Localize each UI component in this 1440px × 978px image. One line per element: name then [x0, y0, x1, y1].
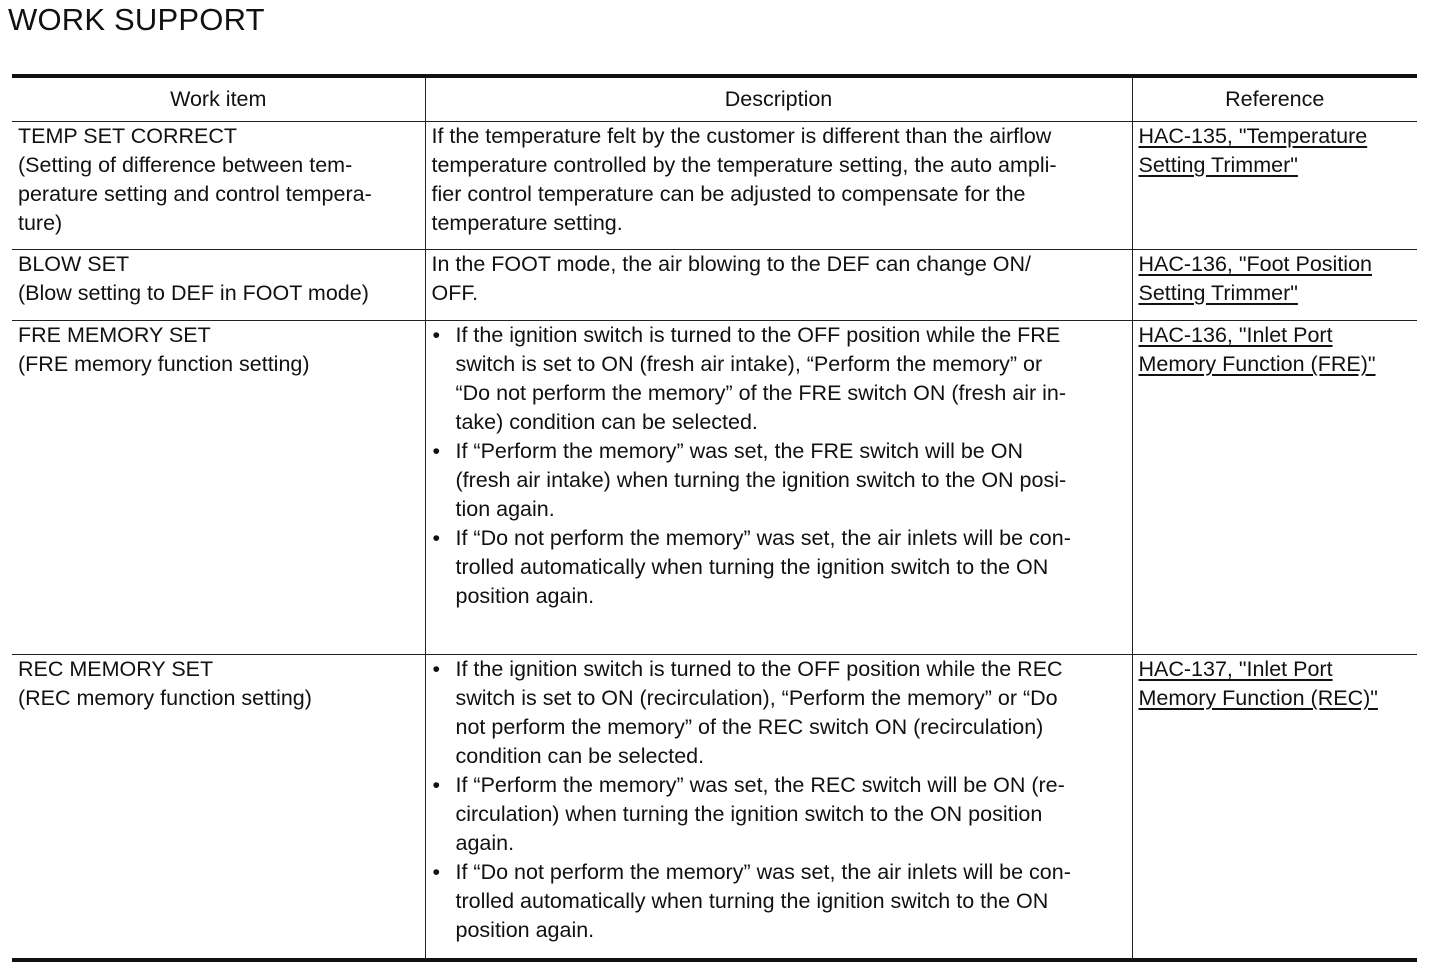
page-title: WORK SUPPORT: [8, 2, 265, 37]
reference-link-inlet-port-memory-rec[interactable]: [1139, 655, 1412, 713]
bullet-text: circulation) when turning the ignition switch to the ON position: [455, 802, 1043, 826]
description-text: temperature controlled by the temperature setting, the auto ampli-: [431, 153, 1057, 177]
reference-link-temperature-setting-trimmer[interactable]: [1139, 122, 1412, 180]
bullet-text: • If “Do not perform the memory” was set, the air inlets will be con-: [455, 860, 1071, 884]
bullet-text: • If “Do not perform the memory” was set, the air inlets will be con-: [455, 526, 1071, 550]
bullet-text: switch is set to ON (fresh air intake), “Perform the memory” or: [455, 352, 1043, 376]
bullet-text: position again.: [455, 584, 595, 608]
description-cell: [425, 250, 1132, 321]
table-header-row: [12, 76, 1417, 122]
description-text: temperature setting.: [431, 211, 623, 235]
bullet-list: [432, 321, 1126, 611]
header-work-item: Work item: [12, 76, 425, 122]
header-description: Description: [425, 76, 1132, 122]
work-item-cell: [12, 655, 425, 961]
bullet-text: condition can be selected.: [455, 744, 705, 768]
reference-link-text: HAC-136, "Foot Position: [1138, 252, 1372, 276]
bullet-item: [432, 858, 1126, 945]
reference-link-text: Setting Trimmer": [1138, 281, 1298, 305]
work-item-detail: ture): [18, 211, 63, 235]
reference-link-text: Memory Function (REC)": [1138, 686, 1378, 710]
work-item-name: FRE MEMORY SET: [18, 323, 211, 347]
description-text: OFF.: [431, 281, 479, 305]
table-row: [12, 655, 1417, 961]
work-item-cell: [12, 122, 425, 250]
reference-link-text: HAC-136, "Inlet Port: [1138, 323, 1333, 347]
table-row: [12, 321, 1417, 655]
bullet-text: not perform the memory” of the REC switch ON (recirculation): [455, 715, 1044, 739]
bullet-item: [432, 771, 1126, 858]
work-item-detail: (FRE memory function setting): [18, 352, 310, 376]
bullet-text: position again.: [455, 918, 595, 942]
work-item-name: TEMP SET CORRECT: [18, 124, 238, 148]
reference-link-text: HAC-135, "Temperature: [1138, 124, 1368, 148]
description-cell: [425, 655, 1132, 961]
bullet-text: switch is set to ON (recirculation), “Perform the memory” or “Do: [455, 686, 1058, 710]
reference-cell: [1132, 250, 1417, 321]
bullet-list: [432, 655, 1126, 945]
reference-cell: [1132, 321, 1417, 655]
work-item-name: REC MEMORY SET: [18, 657, 214, 681]
bullet-text: • If the ignition switch is turned to the OFF position while the FRE: [455, 323, 1061, 347]
bullet-text: take) condition can be selected.: [455, 410, 758, 434]
work-item-detail: (REC memory function setting): [18, 686, 312, 710]
description-cell: [425, 122, 1132, 250]
reference-link-inlet-port-memory-fre[interactable]: [1139, 321, 1412, 379]
bullet-item: [432, 655, 1126, 771]
bullet-item: [432, 321, 1126, 437]
bullet-text: • If “Perform the memory” was set, the REC switch will be ON (re-: [455, 773, 1065, 797]
reference-cell: [1132, 655, 1417, 961]
description-text: fier control temperature can be adjusted to compensate for the: [431, 182, 1026, 206]
bullet-text: (fresh air intake) when turning the ignition switch to the ON posi-: [455, 468, 1067, 492]
header-reference: Reference: [1132, 76, 1417, 122]
bullet-text: again.: [455, 831, 515, 855]
reference-link-text: Memory Function (FRE)": [1138, 352, 1376, 376]
reference-link-foot-position-setting-trimmer[interactable]: [1139, 250, 1412, 308]
work-item-detail: (Setting of difference between tem-: [18, 153, 353, 177]
table-row: [12, 250, 1417, 321]
reference-cell: [1132, 122, 1417, 250]
bullet-text: trolled automatically when turning the ignition switch to the ON: [455, 889, 1049, 913]
work-item-detail: perature setting and control tempera-: [18, 182, 372, 206]
work-item-detail: (Blow setting to DEF in FOOT mode): [18, 281, 369, 305]
bullet-item: [432, 524, 1126, 611]
description-text: In the FOOT mode, the air blowing to the DEF can change ON/: [431, 252, 1032, 276]
bullet-text: trolled automatically when turning the ignition switch to the ON: [455, 555, 1049, 579]
bullet-item: [432, 437, 1126, 524]
work-item-cell: [12, 250, 425, 321]
work-item-name: BLOW SET: [18, 252, 130, 276]
bullet-text: • If the ignition switch is turned to the OFF position while the REC: [455, 657, 1063, 681]
table-row: [12, 122, 1417, 250]
work-item-cell: [12, 321, 425, 655]
reference-link-text: HAC-137, "Inlet Port: [1138, 657, 1333, 681]
description-cell: [425, 321, 1132, 655]
description-text: If the temperature felt by the customer is different than the airflow: [431, 124, 1052, 148]
bullet-text: tion again.: [455, 497, 555, 521]
bullet-text: “Do not perform the memory” of the FRE switch ON (fresh air in-: [455, 381, 1067, 405]
bullet-text: • If “Perform the memory” was set, the FRE switch will be ON: [455, 439, 1023, 463]
work-support-table: [12, 74, 1417, 962]
reference-link-text: Setting Trimmer": [1138, 153, 1298, 177]
